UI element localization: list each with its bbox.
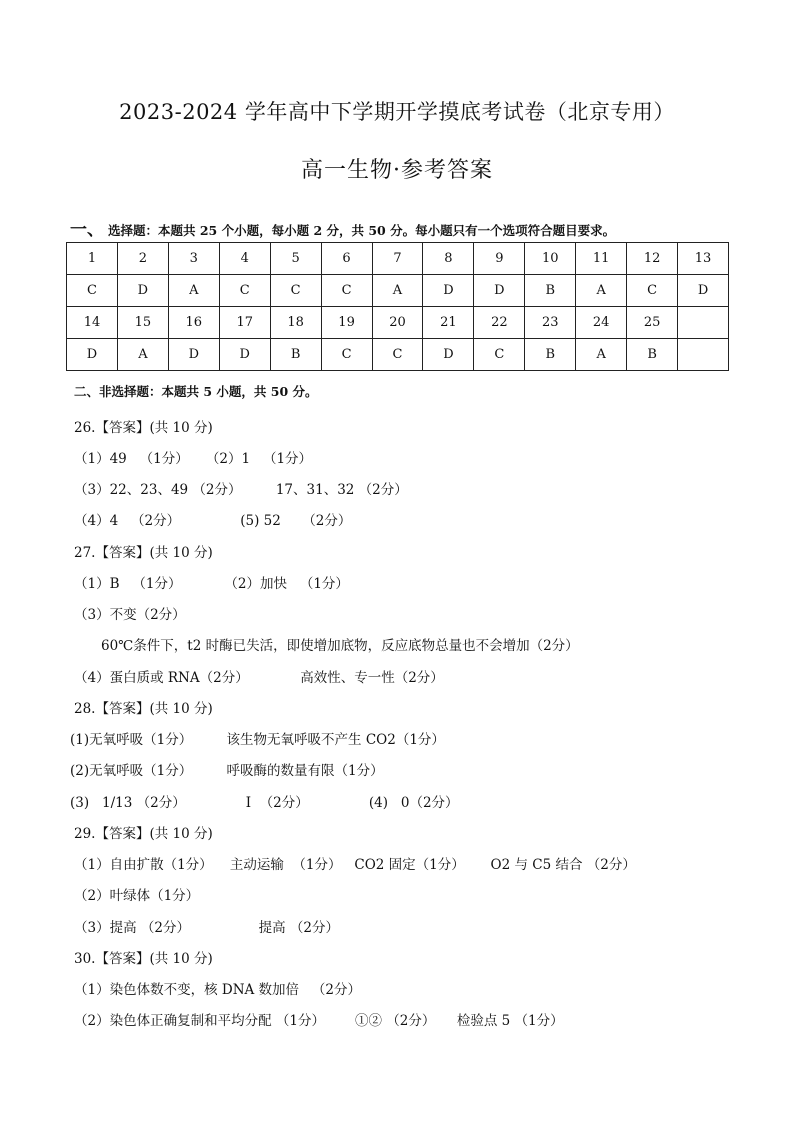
question-number-cell: 2 [117,243,168,275]
answer-table [66,242,729,371]
answer-line: (3) 1/13 （2分） I （2分） (4) 0（2分） [70,795,459,811]
section2-heading: 二、非选择题：本题共 5 小题，共 50 分。 [74,384,318,399]
answer-key-cell: A [576,339,627,371]
answer-line: （1）染色体数不变，核 DNA 数加倍 （2分） [74,982,362,998]
section1-number: 一、 [70,220,104,240]
question-number-cell: 15 [117,307,168,339]
answer-key-row [67,275,729,307]
answer-line: （4）4 （2分） (5) 52 （2分） [74,513,352,529]
question-number-cell: 4 [219,243,270,275]
answer-line: 60℃条件下，t2 时酶已失活，即使增加底物，反应底物总量也不会增加（2分） [101,638,579,654]
question-number-cell: 7 [372,243,423,275]
answer-key-cell: D [219,339,270,371]
answer-line: 29.【答案】(共 10 分) [74,826,213,842]
answer-key-cell: A [576,275,627,307]
question-number-cell: 3 [168,243,219,275]
answer-line: 30.【答案】(共 10 分) [74,951,213,967]
answer-key-cell: B [627,339,678,371]
section1-heading [70,215,615,240]
answer-key-cell [678,339,729,371]
answer-line: （1）49 （1分） （2）1 （1分） [74,451,313,467]
answer-key-cell: C [372,339,423,371]
answer-line: （3）22、23、49 （2分） 17、31、32 （2分） [74,482,408,498]
question-number-cell: 11 [576,243,627,275]
question-number-row [67,307,729,339]
answer-line: （1）自由扩散（1分） 主动运输 （1分） CO2 固定（1分） O2 与 C5 结合 （2分） [74,857,636,873]
question-number-row [67,243,729,275]
answer-line: 28.【答案】(共 10 分) [74,701,213,717]
answer-key-cell: A [117,339,168,371]
question-number-cell: 25 [627,307,678,339]
question-number-cell: 8 [423,243,474,275]
answer-key-cell: B [270,339,321,371]
question-number-cell: 22 [474,307,525,339]
question-number-cell: 18 [270,307,321,339]
answer-key-cell: D [678,275,729,307]
question-number-cell: 23 [525,307,576,339]
answer-key-cell: A [372,275,423,307]
question-number-cell: 5 [270,243,321,275]
question-number-cell: 21 [423,307,474,339]
answer-key-cell: D [168,339,219,371]
answer-line: （4）蛋白质或 RNA（2分） 高效性、专一性（2分） [74,670,444,686]
answer-line: （3）不变（2分） [74,607,186,623]
answer-key-cell: D [474,275,525,307]
answer-key-cell: B [525,275,576,307]
answer-key-cell: C [321,339,372,371]
question-number-cell: 1 [67,243,118,275]
answer-line: 26.【答案】(共 10 分) [74,420,213,436]
section1-heading-text: 选择题：本题共 25 个小题，每小题 2 分，共 50 分。每小题只有一个选项符合题目要求。 [108,223,616,238]
answer-key-cell: C [627,275,678,307]
question-number-cell: 6 [321,243,372,275]
answer-key-cell: D [423,275,474,307]
answer-line: (1)无氧呼吸（1分） 该生物无氧呼吸不产生 CO2（1分） [70,732,445,748]
answer-key-cell: A [168,275,219,307]
answer-key-cell: C [67,275,118,307]
document-title: 2023-2024 学年高中下学期开学摸底考试卷（北京专用） [119,100,675,124]
answer-key-cell: C [321,275,372,307]
answer-key-cell: C [219,275,270,307]
answer-key-cell: C [270,275,321,307]
answer-key-cell: C [474,339,525,371]
question-number-cell: 10 [525,243,576,275]
answer-key-cell: D [67,339,118,371]
answer-line: （2）叶绿体（1分） [74,888,200,904]
question-number-cell: 12 [627,243,678,275]
question-number-cell: 16 [168,307,219,339]
answer-line: 27.【答案】(共 10 分) [74,545,213,561]
answer-line: （1）B （1分） （2）加快 （1分） [74,576,349,592]
question-number-cell: 14 [67,307,118,339]
document-subtitle: 高一生物·参考答案 [301,158,493,183]
question-number-cell: 17 [219,307,270,339]
answer-key-row [67,339,729,371]
question-number-cell: 24 [576,307,627,339]
answer-key-cell: B [525,339,576,371]
answer-line: （3）提高 （2分） 提高 （2分） [74,920,340,936]
answer-key-cell: D [117,275,168,307]
question-number-cell: 19 [321,307,372,339]
answer-key-cell: D [423,339,474,371]
question-number-cell: 20 [372,307,423,339]
question-number-cell: 13 [678,243,729,275]
question-number-cell [678,307,729,339]
answer-line: (2)无氧呼吸（1分） 呼吸酶的数量有限（1分） [70,763,384,779]
question-number-cell: 9 [474,243,525,275]
answer-line: （2）染色体正确复制和平均分配 （1分） ①② （2分） 检验点 5 （1分） [74,1013,564,1029]
